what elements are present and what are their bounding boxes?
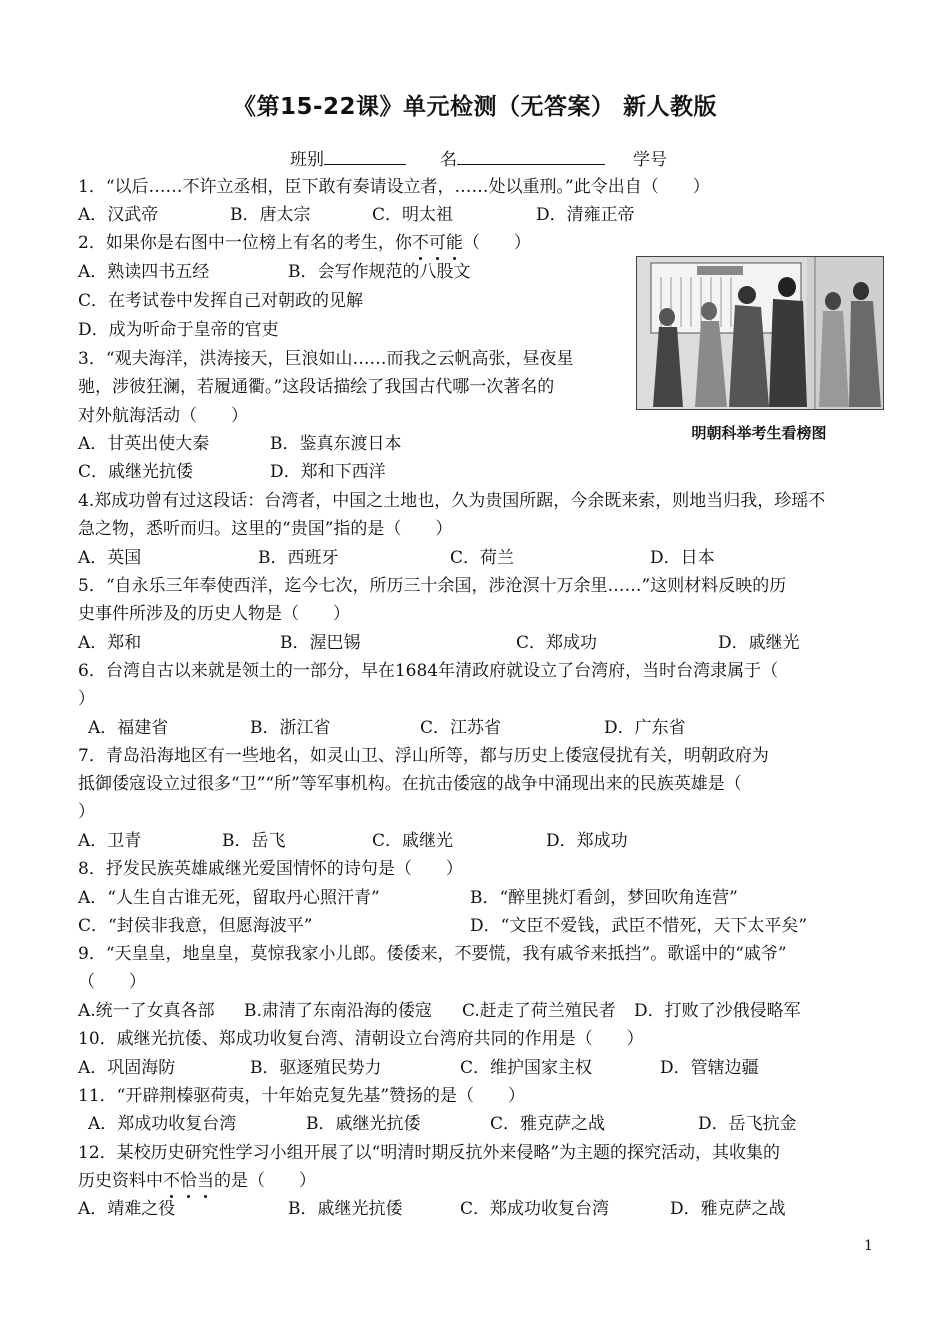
q7-option-b[interactable]: B．岳飞 — [222, 831, 286, 851]
question-9-line-2: （ ） — [78, 972, 146, 992]
page-number: 1 — [864, 1238, 873, 1254]
q3-option-d[interactable]: D．郑和下西洋 — [270, 462, 386, 482]
q9-option-b[interactable]: B.肃清了东南沿海的倭寇 — [244, 1001, 432, 1021]
q9-option-c[interactable]: C.赶走了荷兰殖民者 — [462, 1001, 616, 1021]
q10-option-c[interactable]: C．维护国家主权 — [460, 1058, 593, 1078]
q6-option-d[interactable]: D．广东省 — [604, 718, 686, 738]
question-8: 8．抒发民族英雄戚继光爱国情怀的诗句是（ ） — [78, 859, 463, 879]
question-7-line-3: ） — [78, 802, 95, 822]
page-title: 《第15-22课》单元检测（无答案） 新人教版 — [232, 94, 718, 120]
q9-option-d[interactable]: D．打败了沙俄侵略军 — [634, 1001, 801, 1021]
q10-option-a[interactable]: A．巩固海防 — [78, 1058, 176, 1078]
name-blank[interactable] — [457, 148, 605, 165]
question-6-line-1: 6．台湾自古以来就是领土的一部分，早在1684年清政府就设立了台湾府，当时台湾隶属于（ — [78, 661, 779, 681]
q4-option-a[interactable]: A．英国 — [78, 548, 142, 568]
q1-option-a[interactable]: A．汉武帝 — [78, 205, 159, 225]
figure-caption: 明朝科举考生看榜图 — [691, 424, 827, 442]
question-10: 10．戚继光抗倭、郑成功收复台湾、清朝设立台湾府共同的作用是（ ） — [78, 1029, 644, 1049]
q6-option-a[interactable]: A．福建省 — [88, 718, 169, 738]
q8-option-d[interactable]: D．“文臣不爱钱，武臣不惜死，天下太平矣” — [470, 916, 808, 936]
q4-option-d[interactable]: D．日本 — [650, 548, 715, 568]
question-5-line-1: 5．“自永乐三年奉使西洋，迄今七次，所历三十余国，涉沧溟十万余里……”这则材料反映的历 — [78, 576, 787, 596]
q10-option-d[interactable]: D．管辖边疆 — [660, 1058, 759, 1078]
q5-option-c[interactable]: C．郑成功 — [516, 633, 598, 653]
question-3-line-3: 对外航海活动（ ） — [78, 406, 248, 426]
q8-option-b[interactable]: B．“醉里挑灯看剑，梦回吹角连营” — [470, 888, 738, 908]
q8-option-a[interactable]: A．“人生自古谁无死，留取丹心照汗青” — [78, 888, 380, 908]
q12-paren: 的是（ ） — [214, 1171, 316, 1191]
q4-option-b[interactable]: B．西班牙 — [258, 548, 339, 568]
q7-option-c[interactable]: C．戚继光 — [372, 831, 454, 851]
exam-results-figure — [636, 256, 884, 410]
q2-option-a[interactable]: A．熟读四书五经 — [78, 262, 210, 282]
class-label: 班别 — [290, 150, 324, 170]
emphasis-char: 能 — [445, 233, 463, 253]
q12-option-b[interactable]: B．戚继光抗倭 — [288, 1199, 403, 1219]
q6-option-b[interactable]: B．浙江省 — [250, 718, 331, 738]
q2-paren: （ ） — [462, 233, 531, 253]
question-9-line-1: 9．“天皇皇，地皇皇，莫惊我家小儿郎。倭倭来，不要慌，我有戚爷来抵挡”。歌谣中的“戚爷” — [78, 944, 787, 964]
q12-emphasis — [163, 1171, 214, 1191]
emphasis-char: 不 — [411, 233, 429, 253]
question-2 — [78, 233, 531, 253]
question-1: 1．“以后……不许立丞相，臣下敢有奏请设立者，……处以重刑。”此令出自（ ） — [78, 177, 710, 197]
q9-option-a[interactable]: A.统一了女真各部 — [78, 1001, 215, 1021]
q5-option-d[interactable]: D．戚继光 — [718, 633, 800, 653]
q6-option-c[interactable]: C．江苏省 — [420, 718, 502, 738]
q11-option-c[interactable]: C．雅克萨之战 — [490, 1114, 606, 1134]
q3-option-a[interactable]: A．甘英出使大秦 — [78, 434, 210, 454]
q12-option-c[interactable]: C．郑成功收复台湾 — [460, 1199, 610, 1219]
q8-option-c[interactable]: C．“封侯非我意，但愿海波平” — [78, 916, 313, 936]
q2-text: 2．如果你是右图中一位榜上有名的考生，你 — [78, 233, 412, 253]
emphasis-char: 恰 — [180, 1171, 197, 1191]
q2-option-b[interactable]: B．会写作规范的八股文 — [288, 262, 471, 282]
q5-option-b[interactable]: B．渥巴锡 — [280, 633, 361, 653]
q12-option-d[interactable]: D．雅克萨之战 — [670, 1199, 786, 1219]
name-label: 名 — [440, 150, 457, 170]
id-label: 学号 — [633, 150, 667, 170]
question-4-line-1: 4.郑成功曾有过这段话：台湾者，中国之土地也，久为贵国所踞，今余既来索，则地当归我，珍瑶不 — [78, 491, 826, 511]
q7-option-a[interactable]: A．卫青 — [78, 831, 142, 851]
question-7-line-2: 抵御倭寇设立过很多“卫”“所”等军事机构。在抗击倭寇的战争中涌现出来的民族英雄是（ — [78, 774, 742, 794]
q11-option-b[interactable]: B．戚继光抗倭 — [306, 1114, 421, 1134]
question-6-line-2: ） — [78, 689, 95, 709]
q4-option-c[interactable]: C．荷兰 — [450, 548, 515, 568]
q12-option-a[interactable]: A．靖难之役 — [78, 1199, 176, 1219]
emphasis-char: 可 — [428, 233, 446, 253]
q3-option-c[interactable]: C．戚继光抗倭 — [78, 462, 194, 482]
q12-text: 历史资料中 — [78, 1171, 163, 1191]
q11-option-d[interactable]: D．岳飞抗金 — [698, 1114, 797, 1134]
q5-option-a[interactable]: A．郑和 — [78, 633, 142, 653]
q2-emphasis — [412, 233, 463, 253]
q2-option-c[interactable]: C．在考试卷中发挥自己对朝政的见解 — [78, 291, 364, 311]
q1-option-b[interactable]: B．唐太宗 — [230, 205, 311, 225]
q1-option-d[interactable]: D．清雍正帝 — [536, 205, 635, 225]
q2-option-d[interactable]: D．成为听命于皇帝的官吏 — [78, 320, 279, 340]
student-info-row — [290, 148, 667, 170]
q11-option-a[interactable]: A．郑成功收复台湾 — [88, 1114, 237, 1134]
question-12-line-2 — [78, 1171, 316, 1191]
question-12-line-1: 12．某校历史研究性学习小组开展了以“明清时期反抗外来侵略”为主题的探究活动，其收集的 — [78, 1143, 781, 1163]
figure-illustration — [637, 257, 883, 409]
question-3-line-2: 驰，涉彼狂澜，若履通衢。”这段话描绘了我国古代哪一次著名的 — [78, 377, 555, 397]
question-4-line-2: 急之物，悉听而归。这里的“贵国”指的是（ ） — [78, 519, 453, 539]
q7-option-d[interactable]: D．郑成功 — [546, 831, 628, 851]
question-3-line-1: 3．“观夫海洋，洪涛接天，巨浪如山……而我之云帆高张，昼夜星 — [78, 349, 574, 369]
q3-option-b[interactable]: B．鉴真东渡日本 — [270, 434, 402, 454]
question-7-line-1: 7．青岛沿海地区有一些地名，如灵山卫、浮山所等，都与历史上倭寇侵扰有关，明朝政府为 — [78, 746, 769, 766]
q1-option-c[interactable]: C．明太祖 — [372, 205, 454, 225]
question-5-line-2: 史事件所涉及的历史人物是（ ） — [78, 604, 350, 624]
class-blank[interactable] — [324, 148, 406, 165]
emphasis-char: 不 — [163, 1171, 180, 1191]
question-11: 11．“开辟荆榛驱荷夷，十年始克复先基”赞扬的是（ ） — [78, 1086, 526, 1106]
q10-option-b[interactable]: B．驱逐殖民势力 — [250, 1058, 382, 1078]
emphasis-char: 当 — [197, 1171, 214, 1191]
